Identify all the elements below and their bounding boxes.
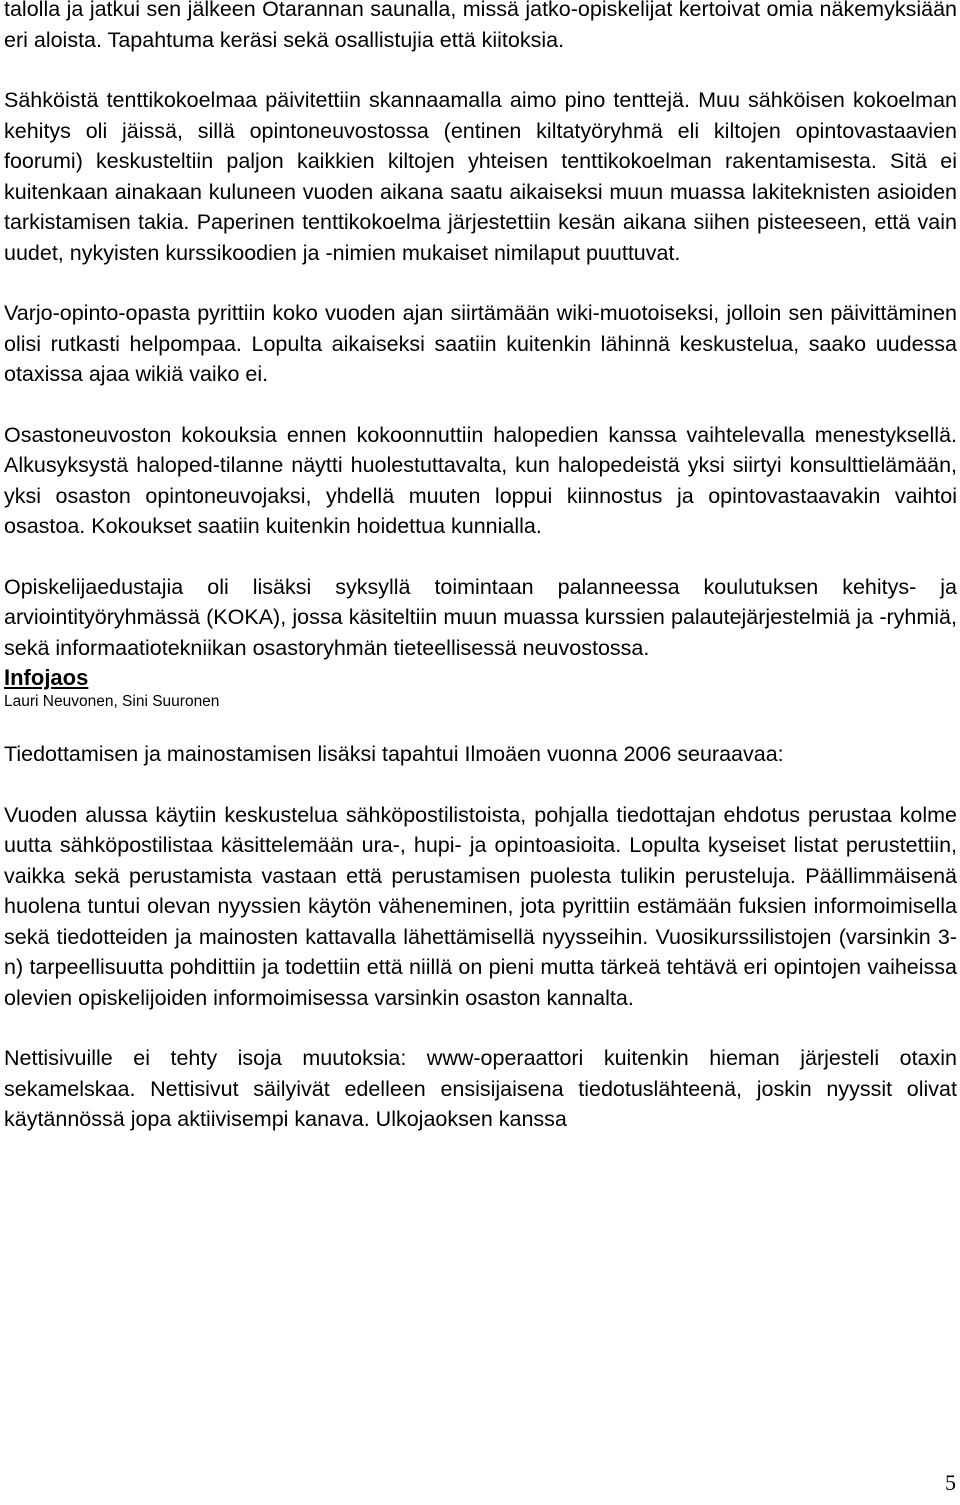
paragraph-info-intro: Tiedottamisen ja mainostamisen lisäksi tapahtui Ilmoäen vuonna 2006 seuraavaa:	[4, 742, 784, 766]
page-number: 5	[945, 1470, 956, 1495]
paragraph-exam-collection: Sähköistä tenttikokoelmaa päivitettiin skannaamalla aimo pino tenttejä. Muu sähköisen kokoelman kehitys oli jäissä, sillä opintoneuvostossa (entinen kiltatyöryhmä eli kiltojen opintovastaavien foorumi) keskusteltiin paljon kaikkien kiltojen yhteisen tenttikokoelman rakentamisesta. Sitä ei kuitenkaan ainakaan kuluneen vuoden aikana saatu aikaiseksi muun muassa lakiteknisten asioiden tarkistamisen takia. Paperinen tenttikokoelma järjestettiin kesän aikana siihen pisteeseen, että vain uudet, nykyisten kurssikoodien ja -nimien mukaiset nimilaput puuttuvat.	[4, 88, 957, 265]
paragraph-study-guide: Varjo-opinto-opasta pyrittiin koko vuoden ajan siirtämään wiki-muotoiseksi, jolloin sen päivittäminen olisi rutkasti helpompaa. Lopulta aikaiseksi saatiin kuitenkin lähinnä keskustelua, saako uudessa otaxissa ajaa wikiä vaiko ei.	[4, 301, 957, 386]
paragraph-mailing-lists: Vuoden alussa käytiin keskustelua sähköpostilistoista, pohjalla tiedottajan ehdotus perustaa kolme uutta sähköpostilistaa käsittelemään ura-, hupi- ja opintoasioita. Lopulta kyseiset listat perustettiin, vaikka sekä perustamista vastaan että perustamisen puolesta tulikin perusteluja. Päällimmäisenä huolena tuntui olevan nyyssien käytön väheneminen, jota pyrittiin estämään fuksien informoimisella sekä tiedotteiden ja mainosten kattavalla lähettämisellä nyysseihin. Vuosikurssilistojen (varsinkin 3-n) tarpeellisuutta pohdittiin ja todettiin että niillä on pieni mutta tärkeä tehtävä eri opintojen vaiheissa olevien opiskelijoiden informoimisessa varsinkin osaston kannalta.	[4, 802, 957, 1010]
paragraph-department-council: Osastoneuvoston kokouksia ennen kokoonnuttiin halopedien kanssa vaihtelevalla menestyksellä. Alkusyksystä haloped-tilanne näytti huolestuttavalta, kun halopedeistä yksi siirtyi konsulttielämään, yksi osaston opintoneuvojaksi, yhdellä muuten loppui kiinnostus ja opintovastaavakin vaihtoi osastoa. Kokoukset saatiin kuitenkin hoidettua kunnialla.	[4, 422, 957, 538]
section-authors: Lauri Neuvonen, Sini Suuronen	[4, 693, 220, 710]
section-heading-infojaos: Infojaos	[4, 665, 89, 690]
paragraph-student-representatives: Opiskelijaedustajia oli lisäksi syksyllä toimintaan palanneessa koulutuksen kehitys- ja arviointityöryhmässä (KOKA), jossa käsiteltiin muun muassa kurssien palautejärjestelmiä ja -ryhmiä, sekä informaatiotekniikan osastoryhmän tieteellisessä neuvostossa.	[4, 574, 957, 660]
paragraph-symposium: talolla ja jatkui sen jälkeen Otarannan saunalla, missä jatko-opiskelijat kertoivat omia näkemyksiään eri aloista. Tapahtuma keräsi sekä osallistujia että kiitoksia.	[4, 0, 957, 52]
document-body	[4, 0, 957, 1135]
paragraph-web-pages: Nettisivuille ei tehty isoja muutoksia: www-operaattori kuitenkin hieman järjesteli otaxin sekamelskaa. Nettisivut säilyivät edelleen ensisijaisena tiedotuslähteenä, joskin nyyssit olivat käytännössä jopa aktiivisempi kanava. Ulkojaoksen kanssa	[4, 1046, 957, 1131]
